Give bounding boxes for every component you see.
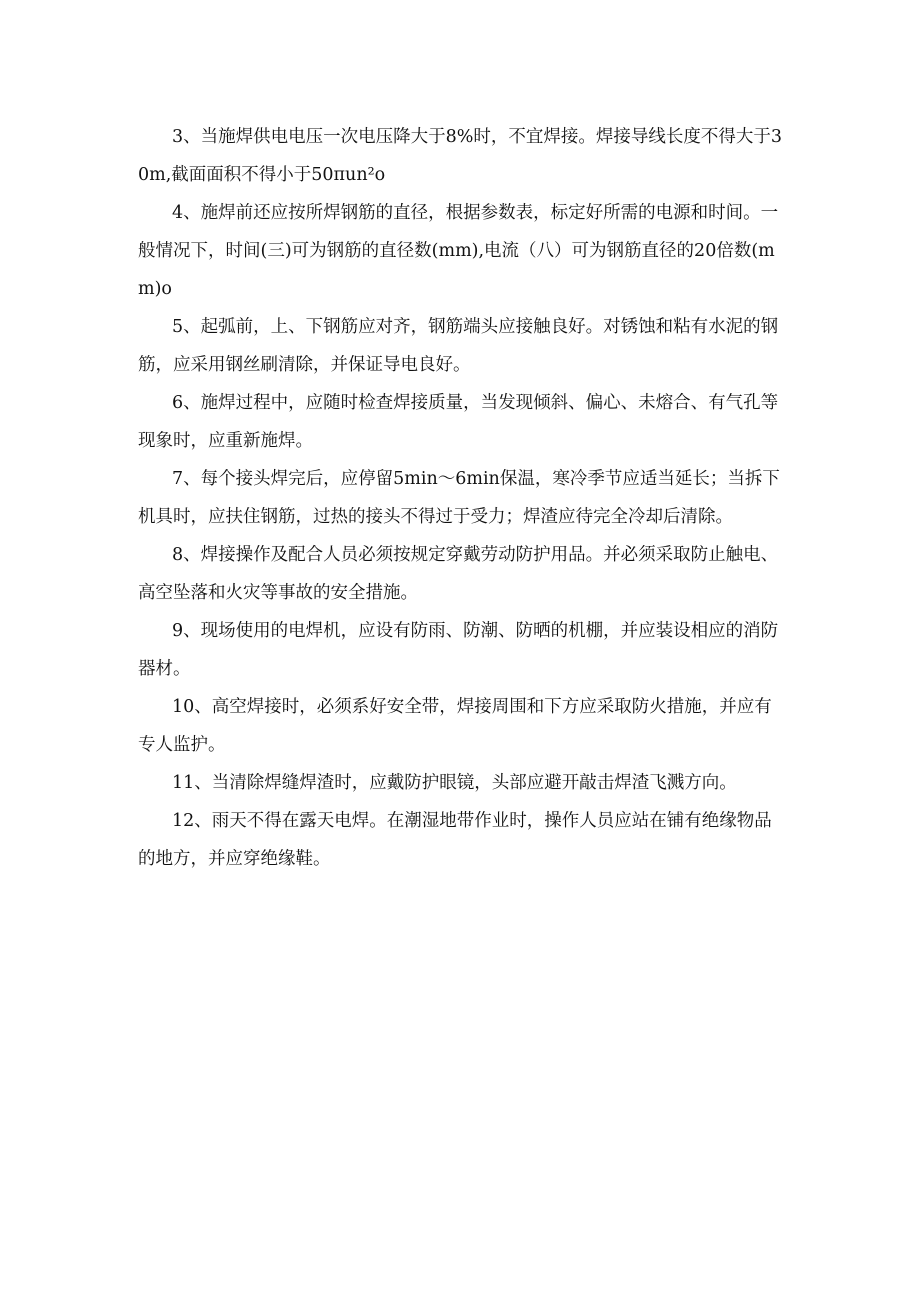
paragraph-12: 12、雨天不得在露天电焊。在潮湿地带作业时，操作人员应站在铺有绝缘物品的地方，并应穿绝缘鞋。 [138,811,772,869]
paragraph-4: 4、施焊前还应按所焊钢筋的直径，根据参数表，标定好所需的电源和时间。一般情况下，时间(三)可为钢筋的直径数(mm),电流（八）可为钢筋直径的20倍数(mm)o [138,203,779,299]
paragraph-10: 10、高空焊接时，必须系好安全带，焊接周围和下方应采取防火措施，并应有专人监护。 [138,697,772,755]
paragraph-11: 11、当清除焊缝焊渣时，应戴防护眼镜，头部应避开敲击焊渣飞溅方向。 [172,773,737,793]
paragraph-3: 3、当施焊供电电压一次电压降大于8%时，不宜焊接。焊接导线长度不得大于30m,截面面积不得小于50πun²o [138,127,783,185]
paragraph-9: 9、现场使用的电焊机，应设有防雨、防潮、防晒的机棚，并应装设相应的消防器材。 [138,621,779,679]
paragraph-6: 6、施焊过程中，应随时检查焊接质量，当发现倾斜、偏心、未熔合、有气孔等现象时，应重新施焊。 [138,393,779,451]
paragraph-8: 8、焊接操作及配合人员必须按规定穿戴劳动防护用品。并必须采取防止触电、高空坠落和火灾等事故的安全措施。 [138,545,779,603]
paragraph-5: 5、起弧前，上、下钢筋应对齐，钢筋端头应接触良好。对锈蚀和粘有水泥的钢筋，应采用钢丝刷清除，并保证导电良好。 [138,317,779,375]
paragraph-7: 7、每个接头焊完后，应停留5min～6min保温，寒冷季节应适当延长；当拆下机具时，应扶住钢筋，过热的接头不得过于受力；焊渣应待完全冷却后清除。 [138,469,780,527]
document-body [138,118,788,878]
